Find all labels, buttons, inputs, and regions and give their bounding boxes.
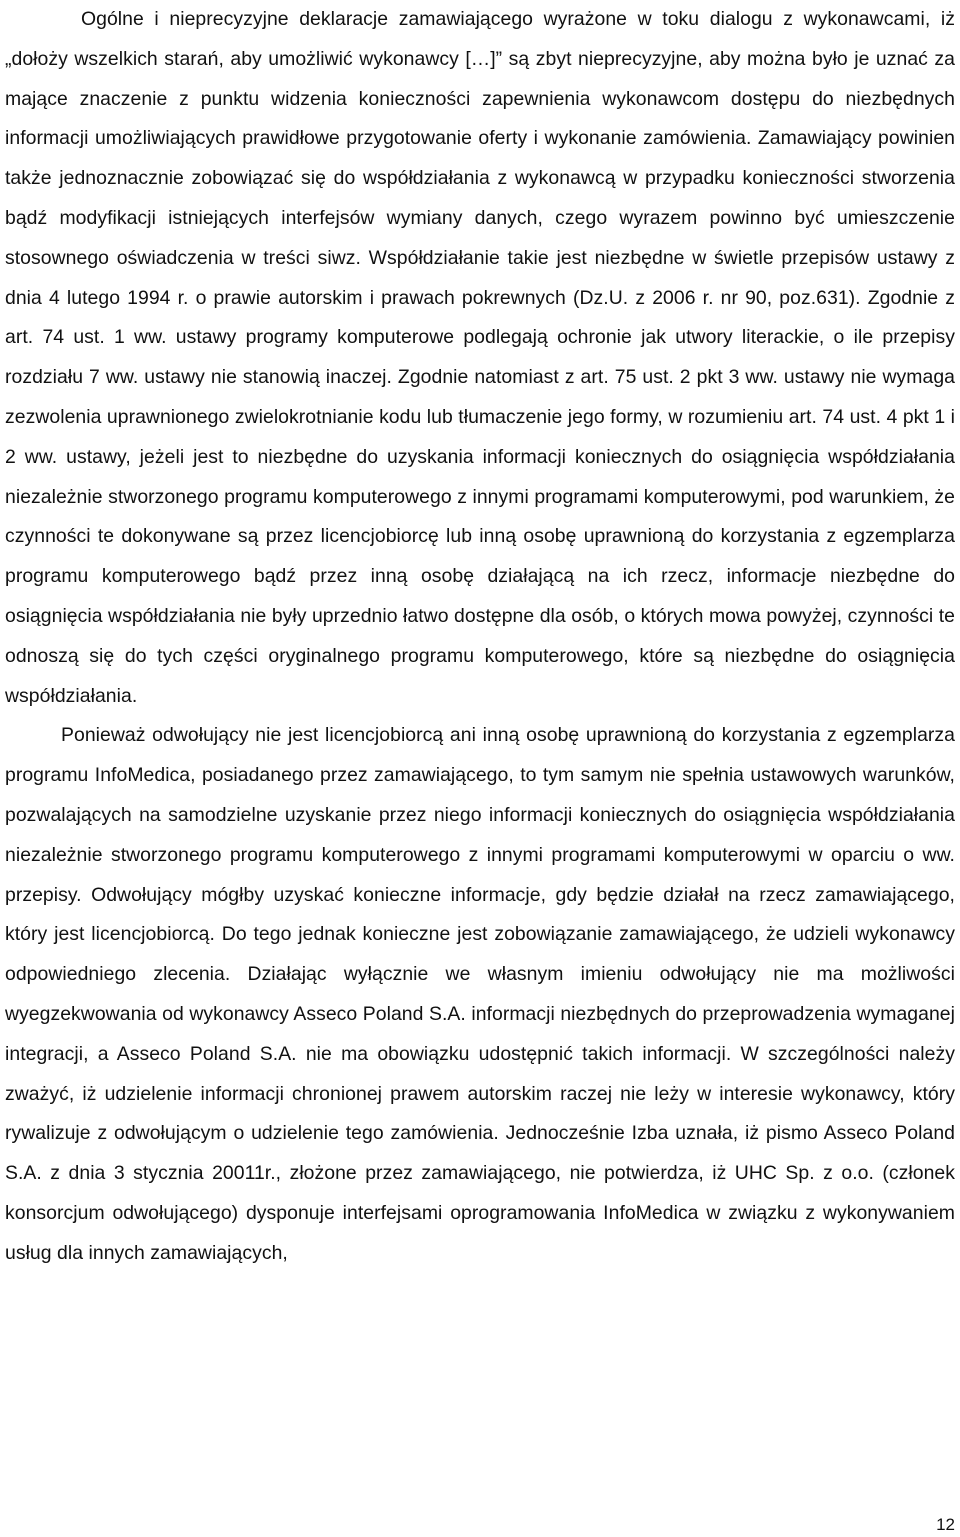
paragraph-dialog-declarations: Ogólne i nieprecyzyjne deklaracje zamawiającego wyrażone w toku dialogu z wykonawcami, iż „dołoży wszelkich starań, aby umożliwić wykonawcy […]” są zbyt nieprecyzyjne, aby można było je uznać za mające znaczenie z punktu widzenia konieczności zapewnienia wykonawcom dostępu do niezbędnych informacji umożliwiających prawidłowe przygotowanie oferty i wykonanie zamówienia. Zamawiający powinien także jednoznacznie zobowiązać się do współdziałania z wykonawcą w przypadku konieczności stworzenia bądź modyfikacji istniejących interfejsów wymiany danych, czego wyrazem powinno być umieszczenie stosownego oświadczenia w treści siwz. Współdziałanie takie jest niezbędne w świetle przepisów ustawy z dnia 4 lutego 1994 r. o prawie autorskim i prawach pokrewnych (Dz.U. z 2006 r. nr 90, poz.631). Zgodnie z art. 74 ust. 1 ww. ustawy programy komputerowe podlegają ochronie jak utwory literackie, o ile przepisy rozdziału 7 ww. ustawy nie stanowią inaczej. Zgodnie natomiast z art. 75 ust. 2 pkt 3 ww. ustawy nie wymaga zezwolenia uprawnionego zwielokrotnianie kodu lub tłumaczenie jego formy, w rozumieniu art. 74 ust. 4 pkt 1 i 2 ww. ustawy, jeżeli jest to niezbędne do uzyskania informacji koniecznych do osiągnięcia współdziałania niezależnie stworzonego programu komputerowego z innymi programami komputerowymi, pod warunkiem, że czynności te dokonywane są przez licencjobiorcę lub inną osobę uprawnioną do korzystania z egzemplarza programu komputerowego bądź przez inną osobę działającą na ich rzecz, informacje niezbędne do osiągnięcia współdziałania nie były uprzednio łatwo dostępne dla osób, o których mowa powyżej, czynności te odnoszą się do tych części oryginalnego programu komputerowego, które są niezbędne do osiągnięcia współdziałania. <box>5 8 955 707</box>
document-page <box>5 0 955 1274</box>
paragraph-licensee-status: Ponieważ odwołujący nie jest licencjobiorcą ani inną osobę uprawnioną do korzystania z egzemplarza programu InfoMedica, posiadanego przez zamawiającego, to tym samym nie spełnia ustawowych warunków, pozwalających na samodzielne uzyskanie przez niego informacji koniecznych do osiągnięcia współdziałania niezależnie stworzonego programu komputerowego z innymi programami komputerowymi w oparciu o ww. przepisy. Odwołujący mógłby uzyskać konieczne informacje, gdy będzie działał na rzecz zamawiającego, który jest licencjobiorcą. Do tego jednak konieczne jest zobowiązanie zamawiającego, że udzieli wykonawcy odpowiedniego zlecenia. Działając wyłącznie we własnym imieniu odwołujący nie ma możliwości wyegzekwowania od wykonawcy Asseco Poland S.A. informacji niezbędnych do przeprowadzenia wymaganej integracji, a Asseco Poland S.A. nie ma obowiązku udostępnić takich informacji. W szczególności należy zważyć, iż udzielenie informacji chronionej prawem autorskim raczej nie leży w interesie wykonawcy, który rywalizuje z odwołującym o udzielenie tego zamówienia. Jednocześnie Izba uznała, iż pismo Asseco Poland S.A. z dnia 3 stycznia 20011r., złożone przez zamawiającego, nie potwierdza, iż UHC Sp. z o.o. (członek konsorcjum odwołującego) dysponuje interfejsami oprogramowania InfoMedica w związku z wykonywaniem usług dla innych zamawiających, <box>5 724 955 1264</box>
page-number: 12 <box>936 1515 955 1534</box>
